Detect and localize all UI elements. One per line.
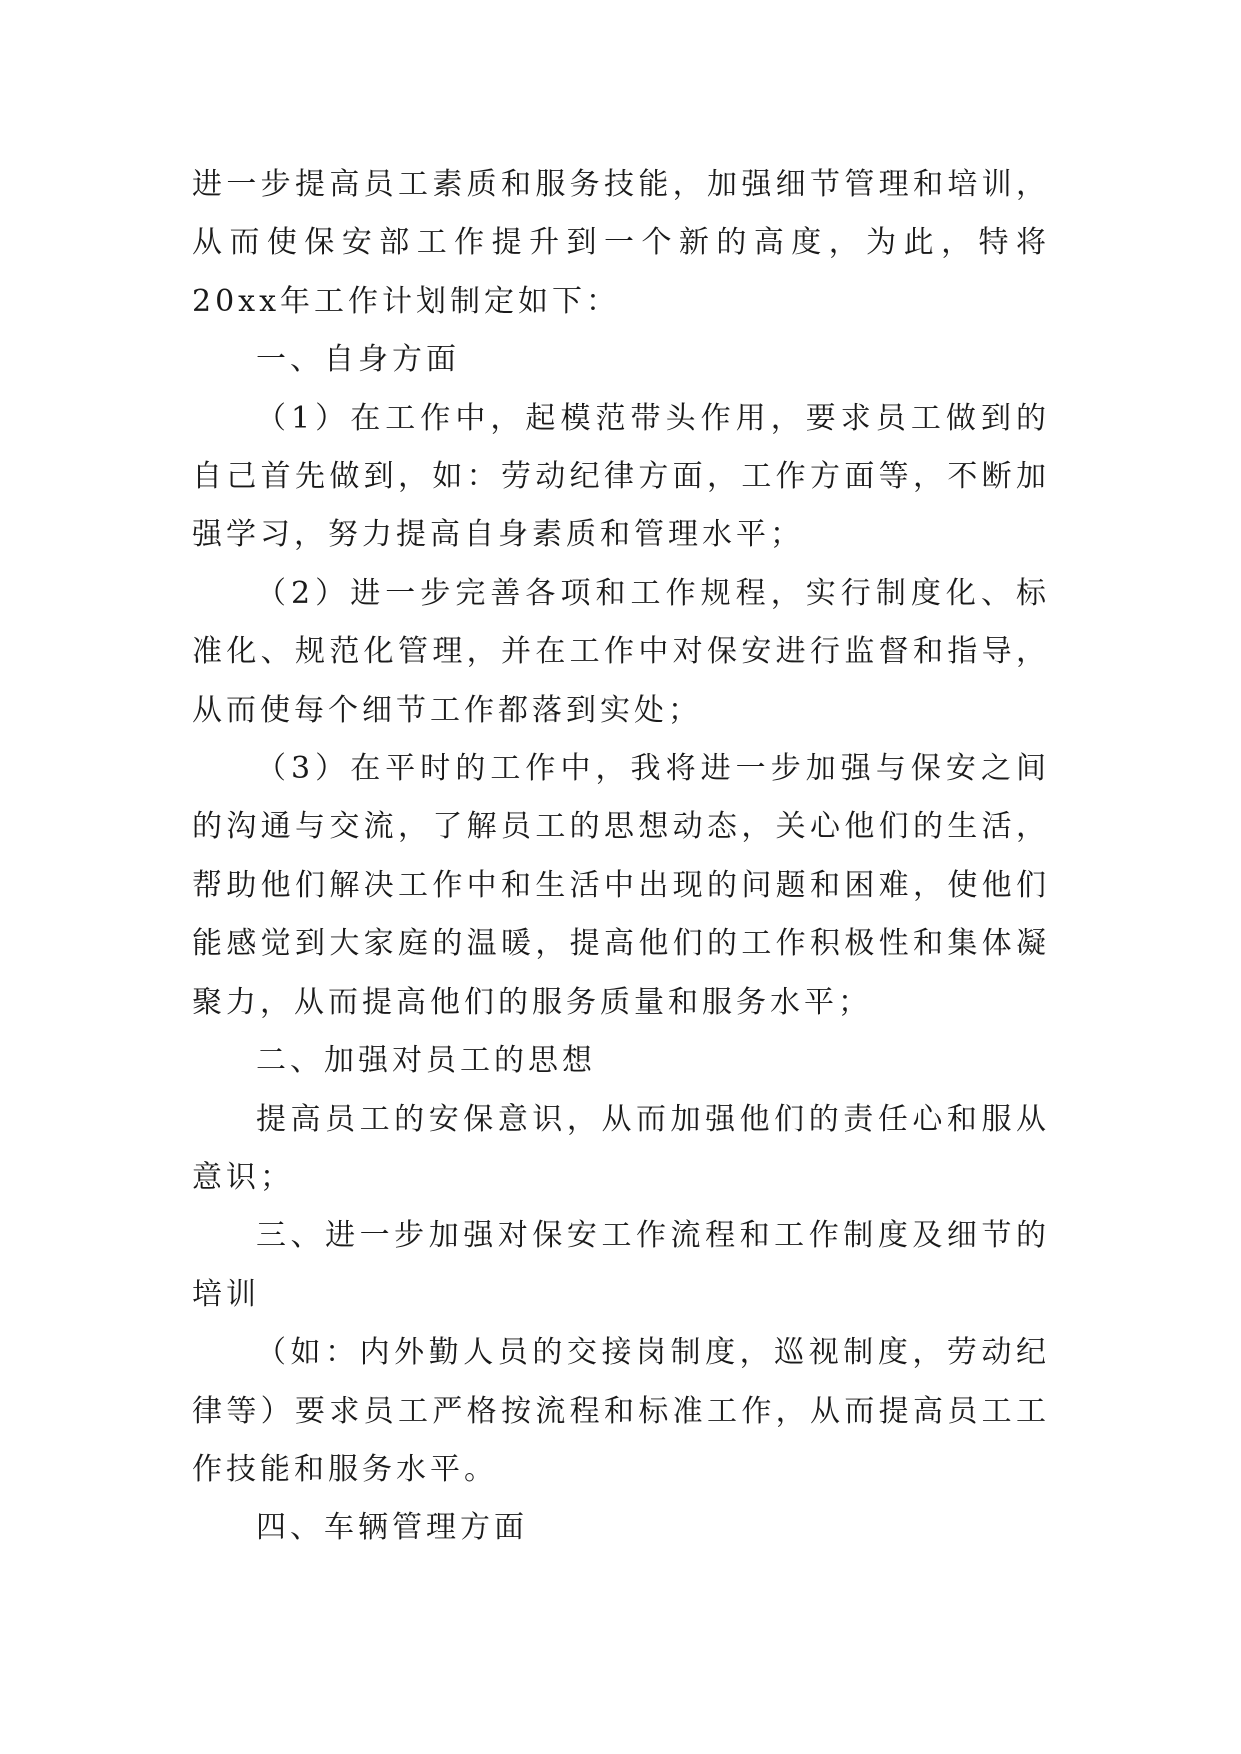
section-heading-2: 二、加强对员工的思想 (256, 1043, 596, 1079)
section-heading-3: 三、进一步加强对保安工作流程和工作制度及细节的培训 (192, 1218, 1050, 1312)
section-3-paragraph: （如：内外勤人员的交接岗制度，巡视制度，劳动纪律等）要求员工严格按流程和标准工作，从而提高员工工作技能和服务水平。 (192, 1335, 1050, 1487)
intro-paragraph: 进一步提高员工素质和服务技能，加强细节管理和培训，从而使保安部工作提升到一个新的高度，为此，特将20xx年工作计划制定如下： (192, 167, 1050, 319)
section-heading-4: 四、车辆管理方面 (256, 1510, 528, 1546)
document-body (192, 156, 1050, 1558)
list-item-3: （3）在平时的工作中，我将进一步加强与保安之间的沟通与交流，了解员工的思想动态，关心他们的生活，帮助他们解决工作中和生活中出现的问题和困难，使他们能感觉到大家庭的温暖，提高他们的工作积极性和集体凝聚力，从而提高他们的服务质量和服务水平； (192, 751, 1050, 1020)
section-2-paragraph: 提高员工的安保意识，从而加强他们的责任心和服从意识； (192, 1101, 1050, 1195)
list-item-2: （2）进一步完善各项和工作规程，实行制度化、标准化、规范化管理，并在工作中对保安进行监督和指导，从而使每个细节工作都落到实处； (192, 575, 1050, 728)
list-item-1: （1）在工作中，起模范带头作用，要求员工做到的自己首先做到，如：劳动纪律方面，工作方面等，不断加强学习，努力提高自身素质和管理水平； (192, 400, 1050, 553)
section-heading-1: 一、自身方面 (256, 342, 460, 378)
